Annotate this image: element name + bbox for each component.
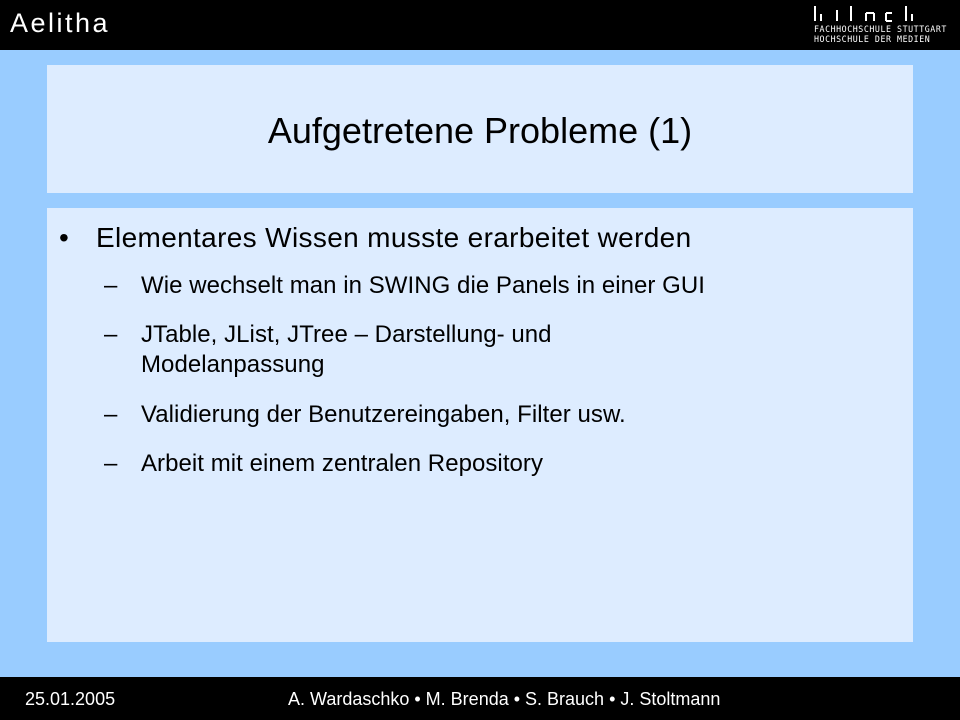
footer-date: 25.01.2005 (25, 689, 116, 709)
hdm-logo-mark (812, 4, 958, 24)
footer-authors: A. Wardaschko • M. Brenda • S. Brauch • J. Stoltmann (288, 689, 721, 709)
sub-item-text: JTable, JList, JTree – Darstellung- und Modelanpassung (141, 321, 552, 378)
bullet-marker: • (59, 222, 70, 253)
hdm-logo (812, 4, 958, 48)
sub-item-marker: – (104, 272, 118, 299)
sub-item-marker: – (104, 450, 118, 477)
sub-item-marker: – (104, 401, 118, 428)
title-panel (47, 65, 913, 193)
logo-line-1: FACHHOCHSCHULE STUTTGART (814, 25, 947, 35)
brand-title: Aelitha (10, 8, 111, 38)
bullet-text: Elementares Wissen musste erarbeitet werden (96, 222, 692, 253)
content-panel (47, 208, 913, 642)
logo-line-2: HOCHSCHULE DER MEDIEN (814, 35, 931, 45)
footer-bar (0, 677, 960, 720)
sub-item-text: Wie wechselt man in SWING die Panels in einer GUI (141, 272, 705, 299)
sub-item-text: Validierung der Benutzereingaben, Filter usw. (141, 401, 626, 428)
sub-item-text: Arbeit mit einem zentralen Repository (141, 450, 544, 477)
header-bar (0, 0, 960, 50)
sub-item-marker: – (104, 321, 118, 348)
slide-title: Aufgetretene Probleme (1) (267, 110, 693, 151)
